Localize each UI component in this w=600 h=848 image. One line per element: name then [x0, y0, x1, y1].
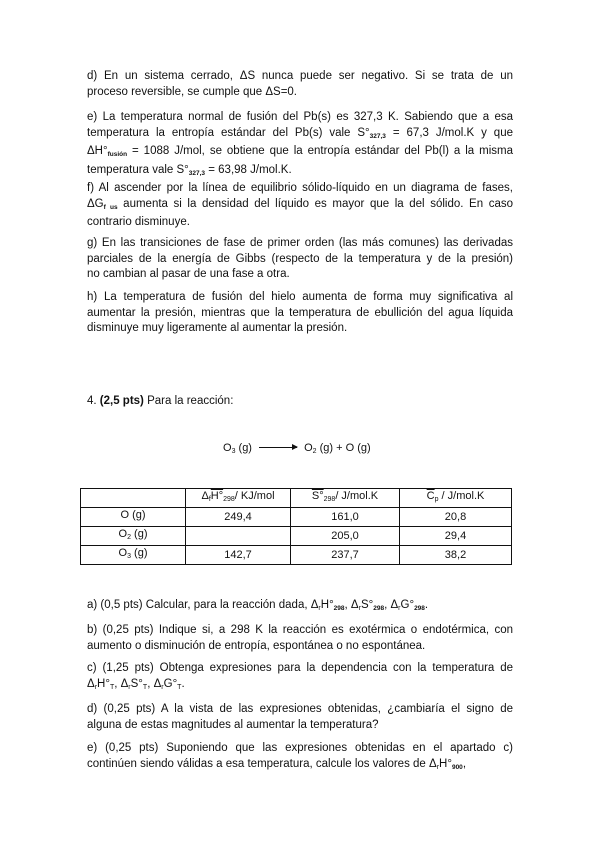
table-row: O2 (g) 205,0 29,4	[81, 527, 512, 546]
question-intro: Para la reacción:	[147, 395, 234, 407]
statement-d	[87, 69, 513, 100]
statement-h-line-2: aumentar la presión, mientras que la temperatura de ebullición del agua líquida	[87, 306, 513, 319]
header-dfH: ΔfH°298/ KJ/mol	[186, 489, 291, 508]
subquestion-b: b) (0,25 pts) Indique si, a 298 K la reacción es exotérmica o endotérmica, con aumento o disminución de entropía, espontánea o no espontánea.	[87, 624, 513, 652]
table-header-row	[81, 489, 512, 508]
subquestion-a: a) (0,5 pts) Calcular, para la reacción dada, $\Delta rH^\circ_{298}$, $\Delta rS^\circ_{298}$, $\Delta rG^\circ_{298}$.	[87, 599, 429, 612]
header-Cp: Cp / J/mol.K	[400, 489, 512, 508]
statement-g-line-3: no cambian al pasar de una fase a otra.	[87, 268, 290, 281]
statement-f	[87, 181, 513, 231]
statement-f-line-3: contrario disminuye.	[87, 216, 190, 229]
question-4-heading	[87, 395, 233, 407]
subquestion-c: c) (1,25 pts) Obtenga expresiones para la dependencia con la temperatura de ΔrH°T, ΔrS°T, ΔrG°T.	[87, 662, 513, 691]
statement-e-line-1: e) La temperatura normal de fusión del Pb(s) es 327,3 K. Sabiendo que a esa	[87, 111, 513, 123]
statement-g-line-1: g) En las transiciones de fase de primer orden (las más comunes) las derivadas	[87, 237, 513, 249]
statement-f-line-2: $\Delta G_{f us}$ aumenta si la densidad del líquido es mayor que la del sólido. En caso	[87, 197, 513, 211]
statement-h-line-1: h) La temperatura de fusión del hielo aumenta de forma muy significativa al	[87, 291, 513, 303]
subquestion-e: e) (0,25 pts) Suponiendo que las expresiones obtenidas en el apartado c) continúen siendo válidas a esa temperatura, calcule los valores de $\Delta rH^\circ_{900}$,	[87, 742, 513, 771]
header-species	[81, 489, 186, 508]
statement-d-line-1: d) En un sistema cerrado, ΔS nunca puede ser negativo. Si se trata de un	[87, 70, 513, 82]
statement-h	[87, 290, 513, 337]
thermo-data-table	[80, 488, 512, 565]
statement-d-line-2: proceso reversible, se cumple que ΔS=0.	[87, 85, 297, 98]
reaction-equation: O3 (g) O2 (g) + O (g)	[223, 442, 371, 455]
statement-e-line-3: $\Delta H^\circ_{fusión} = 1088$ J/mol, se obtiene que la entropía estándar del Pb(l) a la misma	[87, 145, 513, 159]
table-row: O3 (g) 142,7 237,7 38,2	[81, 546, 512, 565]
statement-g	[87, 236, 513, 283]
question-number: 4.	[87, 395, 97, 407]
table-row: O (g) 249,4 161,0 20,8	[81, 508, 512, 527]
statement-h-line-3: disminuye muy ligeramente al aumentar la presión.	[87, 322, 348, 335]
subquestion-d: d) (0,25 pts) A la vista de las expresiones obtenidas, ¿cambiaría el signo de alguna de estas magnitudes al aumentar la temperatura?	[87, 703, 513, 731]
statement-f-line-1: f) Al ascender por la línea de equilibrio sólido-líquido en un diagrama de fases,	[87, 182, 513, 194]
statement-e	[87, 110, 513, 181]
statement-g-line-2: parciales de la energía de Gibbs (respecto de la temperatura y de la presión)	[87, 252, 513, 265]
reaction-arrow-icon	[259, 447, 297, 448]
header-S: S°298/ J/mol.K	[291, 489, 400, 508]
statement-e-line-2: temperatura la entropía estándar del Pb(s) vale $S^\circ_{327,3} = 67,3$ J/mol.K y que	[87, 126, 513, 140]
statement-e-line-4: temperatura vale $S^\circ_{327,3} = 63,98$ J/mol.K.	[87, 163, 292, 177]
question-points: (2,5 pts)	[99, 395, 144, 407]
